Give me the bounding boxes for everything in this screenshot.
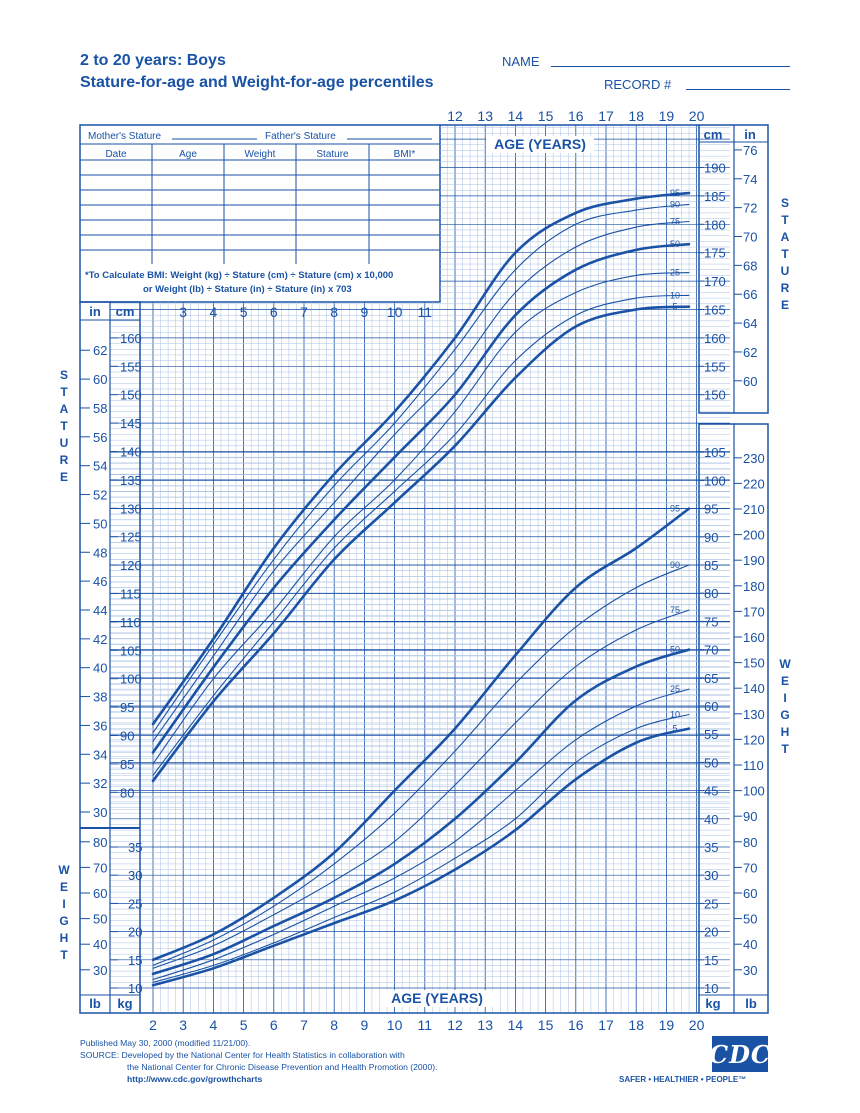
weight-kg-tick-left: 25: [128, 896, 143, 912]
age-years-label-bottom: AGE (YEARS): [391, 990, 483, 1006]
weight-kg-tick-right: 50: [704, 755, 719, 771]
age-tick-bottom: 18: [628, 1017, 644, 1033]
stature-cm-tick-right: 185: [704, 188, 726, 204]
stature-cm-tick-left: 90: [120, 728, 135, 744]
age-tick-top: 15: [537, 108, 554, 124]
weight-lb-tick-right: 120: [743, 732, 765, 748]
weight-percentile-25-label: 25: [670, 684, 681, 695]
weight-vertical-label-right: W E I G H T: [779, 657, 791, 756]
stature-vertical-label-right: S T A T U R E: [780, 196, 790, 312]
weight-lb-tick-right: 60: [743, 886, 758, 901]
stature-percentile-5-label: 5: [672, 301, 678, 312]
weight-lb-tick-left: 70: [93, 860, 108, 876]
cdc-tagline: SAFER • HEALTHIER • PEOPLE™: [619, 1075, 747, 1084]
stature-in-tick-right: 70: [743, 229, 758, 245]
stature-cm-tick-right: 150: [704, 387, 726, 403]
age-tick-top: 20: [688, 108, 705, 124]
age-tick-bottom: 20: [688, 1017, 705, 1033]
stature-cm-tick-left: 115: [120, 586, 141, 602]
weight-kg-tick-right: 35: [704, 840, 719, 855]
weight-lb-tick-left: 60: [93, 886, 108, 901]
published-note: Published May 30, 2000 (modified 11/21/00).: [80, 1038, 251, 1048]
weight-kg-tick-right: 75: [704, 614, 719, 630]
weight-kg-tick-right: 100: [704, 473, 726, 489]
weight-kg-tick-right: 40: [704, 811, 719, 827]
stature-cm-tick-left: 155: [120, 359, 142, 375]
stature-in-tick-left: 48: [93, 545, 108, 561]
weight-lb-tick-right: 70: [743, 860, 758, 876]
stature-cm-tick-right: 155: [704, 359, 726, 375]
weight-kg-tick-right: 95: [704, 501, 719, 517]
stature-in-tick-left: 32: [93, 776, 108, 792]
stature-in-tick-left: 58: [93, 400, 108, 416]
fathers-stature-label: Father's Stature: [265, 131, 336, 142]
source-line2: the National Center for Chronic Disease Prevention and Health Promotion (2000).: [127, 1062, 438, 1072]
stature-cm-tick-left: 125: [120, 529, 142, 545]
unit-in-right: in: [744, 127, 756, 142]
age-tick-bottom: 17: [598, 1017, 614, 1033]
age-years-label-top: AGE (YEARS): [494, 136, 586, 152]
stature-percentile-10-label: 10: [670, 290, 681, 301]
unit-kg-right: kg: [705, 996, 721, 1011]
weight-percentile-50-curve: [153, 650, 689, 974]
weight-percentile-95-label: 95: [670, 503, 681, 514]
stature-cm-tick-left: 95: [120, 700, 135, 716]
weight-kg-tick-right: 85: [704, 558, 719, 573]
bmi-note-line2: or Weight (lb) ÷ Stature (in) ÷ Stature (in) x 703: [143, 284, 352, 295]
stature-in-tick-left: 52: [93, 487, 108, 503]
weight-percentile-75-label: 75: [670, 605, 681, 616]
stature-cm-tick-right: 160: [704, 330, 726, 346]
record-label: RECORD #: [604, 77, 672, 92]
age-tick-inner: 8: [330, 304, 339, 320]
stature-cm-tick-left: 135: [120, 472, 142, 488]
stature-in-tick-left: 44: [93, 602, 108, 618]
weight-lb-tick-right: 150: [743, 655, 765, 671]
stature-in-tick-right: 60: [743, 373, 758, 389]
unit-cm-left: cm: [115, 304, 135, 319]
weight-kg-tick-right: 55: [704, 727, 719, 743]
weight-lb-tick-right: 170: [743, 604, 765, 620]
stature-in-tick-left: 60: [93, 372, 108, 388]
age-tick-bottom: 3: [179, 1017, 188, 1033]
age-tick-top: 19: [658, 108, 675, 124]
stature-in-tick-left: 50: [93, 516, 108, 532]
stature-in-tick-right: 76: [743, 142, 758, 158]
stature-cm-tick-left: 120: [120, 558, 142, 574]
weight-percentile-50-label: 50: [670, 644, 681, 655]
weight-lb-tick-right: 190: [743, 553, 765, 569]
stature-cm-tick-right: 170: [704, 274, 726, 290]
age-tick-bottom: 9: [360, 1017, 369, 1033]
stature-cm-tick-left: 140: [120, 444, 142, 460]
weight-lb-tick-right: 30: [743, 962, 758, 978]
stature-percentile-95-label: 95: [670, 188, 681, 199]
stature-cm-tick-right: 165: [704, 302, 726, 318]
stature-in-tick-left: 42: [93, 631, 108, 647]
weight-lb-tick-left: 40: [93, 937, 108, 953]
weight-lb-tick-right: 200: [743, 527, 765, 543]
source-line1: SOURCE: Developed by the National Center for Health Statistics in collaboration with: [80, 1050, 405, 1060]
stature-cm-tick-left: 160: [120, 330, 142, 346]
record-col-header: Age: [179, 149, 197, 160]
stature-in-tick-left: 56: [93, 429, 108, 445]
age-tick-bottom: 12: [447, 1017, 463, 1033]
stature-in-tick-right: 74: [743, 171, 758, 187]
age-tick-top: 14: [507, 108, 524, 124]
age-tick-bottom: 5: [239, 1017, 248, 1033]
unit-lb-right: lb: [745, 996, 757, 1011]
weight-kg-tick-left: 35: [128, 840, 143, 855]
age-tick-inner: 7: [300, 304, 308, 320]
stature-vertical-label-left: S T A T U R E: [59, 368, 69, 484]
weight-lb-tick-right: 160: [743, 630, 765, 645]
record-col-header: Weight: [244, 149, 276, 160]
age-tick-inner: 9: [360, 304, 369, 320]
cdc-logo-text: CDC: [709, 1039, 772, 1069]
age-tick-bottom: 11: [417, 1017, 433, 1033]
weight-lb-tick-right: 110: [743, 758, 764, 773]
record-col-header: Stature: [316, 149, 349, 160]
footer: [80, 1037, 438, 1085]
weight-kg-tick-left: 30: [128, 868, 143, 884]
age-tick-bottom: 16: [568, 1017, 584, 1033]
age-tick-bottom: 8: [330, 1017, 339, 1033]
record-col-header: Date: [105, 149, 127, 160]
weight-percentile-10-label: 10: [670, 709, 681, 720]
chart-title-line2: Stature-for-age and Weight-for-age percentiles: [80, 74, 434, 91]
record-col-header: BMI*: [393, 149, 416, 160]
weight-lb-tick-right: 230: [743, 450, 765, 466]
weight-percentile-90-label: 90: [670, 560, 681, 570]
weight-lb-tick-right: 210: [743, 502, 765, 517]
stature-percentile-50-label: 50: [670, 239, 681, 250]
weight-percentile-10-curve: [153, 715, 689, 983]
age-tick-top: 16: [568, 108, 584, 124]
weight-kg-tick-right: 80: [704, 586, 719, 602]
stature-in-tick-left: 34: [93, 747, 108, 763]
weight-kg-tick-right: 105: [704, 445, 726, 461]
age-tick-inner: 10: [386, 304, 403, 320]
unit-cm-right: cm: [703, 127, 723, 142]
weight-kg-tick-right: 30: [704, 868, 719, 884]
weight-kg-tick-left: 20: [128, 924, 143, 940]
age-tick-bottom: 15: [537, 1017, 554, 1033]
age-tick-top: 12: [447, 108, 463, 124]
age-tick-inner: 3: [179, 304, 188, 320]
growthcharts-link[interactable]: http://www.cdc.gov/growthcharts: [127, 1074, 263, 1084]
stature-in-tick-left: 46: [93, 574, 108, 590]
stature-percentile-10-curve: [153, 295, 689, 775]
weight-kg-tick-right: 10: [704, 981, 719, 996]
stature-in-tick-left: 36: [93, 718, 108, 734]
age-tick-inner: 5: [239, 304, 248, 320]
stature-cm-tick-right: 175: [704, 245, 726, 261]
age-tick-inner: 11: [417, 304, 433, 320]
weight-lb-tick-right: 50: [743, 911, 758, 927]
stature-in-tick-right: 68: [743, 258, 758, 274]
weight-lb-tick-right: 130: [743, 706, 765, 722]
age-tick-bottom: 7: [300, 1017, 308, 1033]
cdc-logo: [709, 1036, 772, 1072]
weight-kg-tick-right: 25: [704, 896, 719, 912]
weight-kg-tick-right: 65: [704, 670, 719, 686]
stature-in-tick-right: 64: [743, 316, 758, 332]
age-tick-inner: 4: [209, 304, 218, 320]
age-tick-bottom: 4: [209, 1017, 218, 1033]
stature-in-tick-right: 62: [743, 344, 758, 360]
weight-kg-tick-right: 90: [704, 529, 719, 545]
stature-percentile-50-curve: [153, 244, 689, 752]
age-tick-bottom: 13: [477, 1017, 493, 1033]
stature-in-tick-right: 66: [743, 287, 758, 303]
unit-in-left: in: [89, 304, 101, 319]
stature-percentile-25-label: 25: [670, 267, 681, 278]
mothers-stature-label: Mother's Stature: [88, 131, 162, 142]
weight-kg-tick-right: 45: [704, 783, 719, 799]
stature-cm-tick-right: 180: [704, 217, 726, 233]
stature-cm-tick-right: 190: [704, 160, 726, 176]
weight-kg-tick-right: 60: [704, 699, 719, 714]
bmi-note-line1: *To Calculate BMI: Weight (kg) ÷ Stature (cm) ÷ Stature (cm) x 10,000: [85, 270, 394, 281]
stature-cm-tick-left: 145: [120, 416, 142, 432]
stature-in-tick-left: 38: [93, 689, 108, 705]
stature-cm-tick-left: 110: [120, 614, 141, 630]
stature-cm-tick-left: 130: [120, 501, 142, 517]
weight-lb-tick-right: 180: [743, 578, 765, 594]
age-tick-top: 13: [477, 108, 493, 124]
weight-lb-tick-right: 40: [743, 937, 758, 953]
weight-lb-tick-right: 90: [743, 809, 758, 825]
weight-kg-tick-right: 20: [704, 924, 719, 940]
stature-cm-tick-left: 100: [120, 671, 142, 687]
weight-lb-tick-right: 140: [743, 681, 765, 697]
age-tick-inner: 6: [269, 304, 278, 320]
stature-in-tick-left: 62: [93, 343, 108, 359]
weight-vertical-label-left: W E I G H T: [58, 863, 70, 962]
weight-lb-tick-left: 80: [93, 834, 108, 850]
unit-kg-left: kg: [117, 996, 133, 1011]
weight-lb-tick-right: 100: [743, 783, 765, 799]
stature-in-tick-left: 30: [93, 805, 108, 820]
age-tick-bottom: 2: [149, 1017, 157, 1033]
stature-cm-tick-left: 105: [120, 643, 142, 659]
weight-kg-tick-left: 15: [128, 952, 143, 968]
stature-in-tick-right: 72: [743, 200, 758, 216]
weight-kg-tick-right: 70: [704, 642, 719, 658]
age-tick-bottom: 19: [658, 1017, 675, 1033]
weight-lb-tick-left: 50: [93, 911, 108, 927]
stature-percentile-75-label: 75: [670, 216, 681, 227]
age-tick-bottom: 10: [386, 1017, 403, 1033]
stature-percentile-75-curve: [153, 222, 689, 742]
weight-lb-tick-right: 220: [743, 476, 765, 492]
stature-cm-tick-left: 85: [120, 756, 135, 772]
stature-percentile-90-label: 90: [670, 199, 681, 210]
stature-in-tick-left: 54: [93, 458, 108, 474]
unit-lb-left: lb: [89, 996, 101, 1011]
stature-cm-tick-left: 80: [120, 785, 135, 801]
stature-cm-tick-left: 150: [120, 387, 142, 403]
stature-in-tick-left: 40: [93, 660, 108, 676]
weight-lb-tick-right: 80: [743, 834, 758, 850]
age-tick-bottom: 6: [269, 1017, 278, 1033]
age-tick-top: 17: [598, 108, 614, 124]
weight-kg-tick-left: 10: [128, 981, 143, 996]
weight-percentile-5-label: 5: [672, 723, 678, 734]
age-tick-top: 18: [628, 108, 644, 124]
chart-title-line1: 2 to 20 years: Boys: [80, 52, 226, 69]
age-tick-bottom: 14: [507, 1017, 524, 1033]
weight-kg-tick-right: 15: [704, 952, 719, 968]
name-label: NAME: [502, 54, 540, 69]
minor-grid: [110, 125, 730, 1013]
weight-lb-tick-left: 30: [93, 962, 108, 978]
